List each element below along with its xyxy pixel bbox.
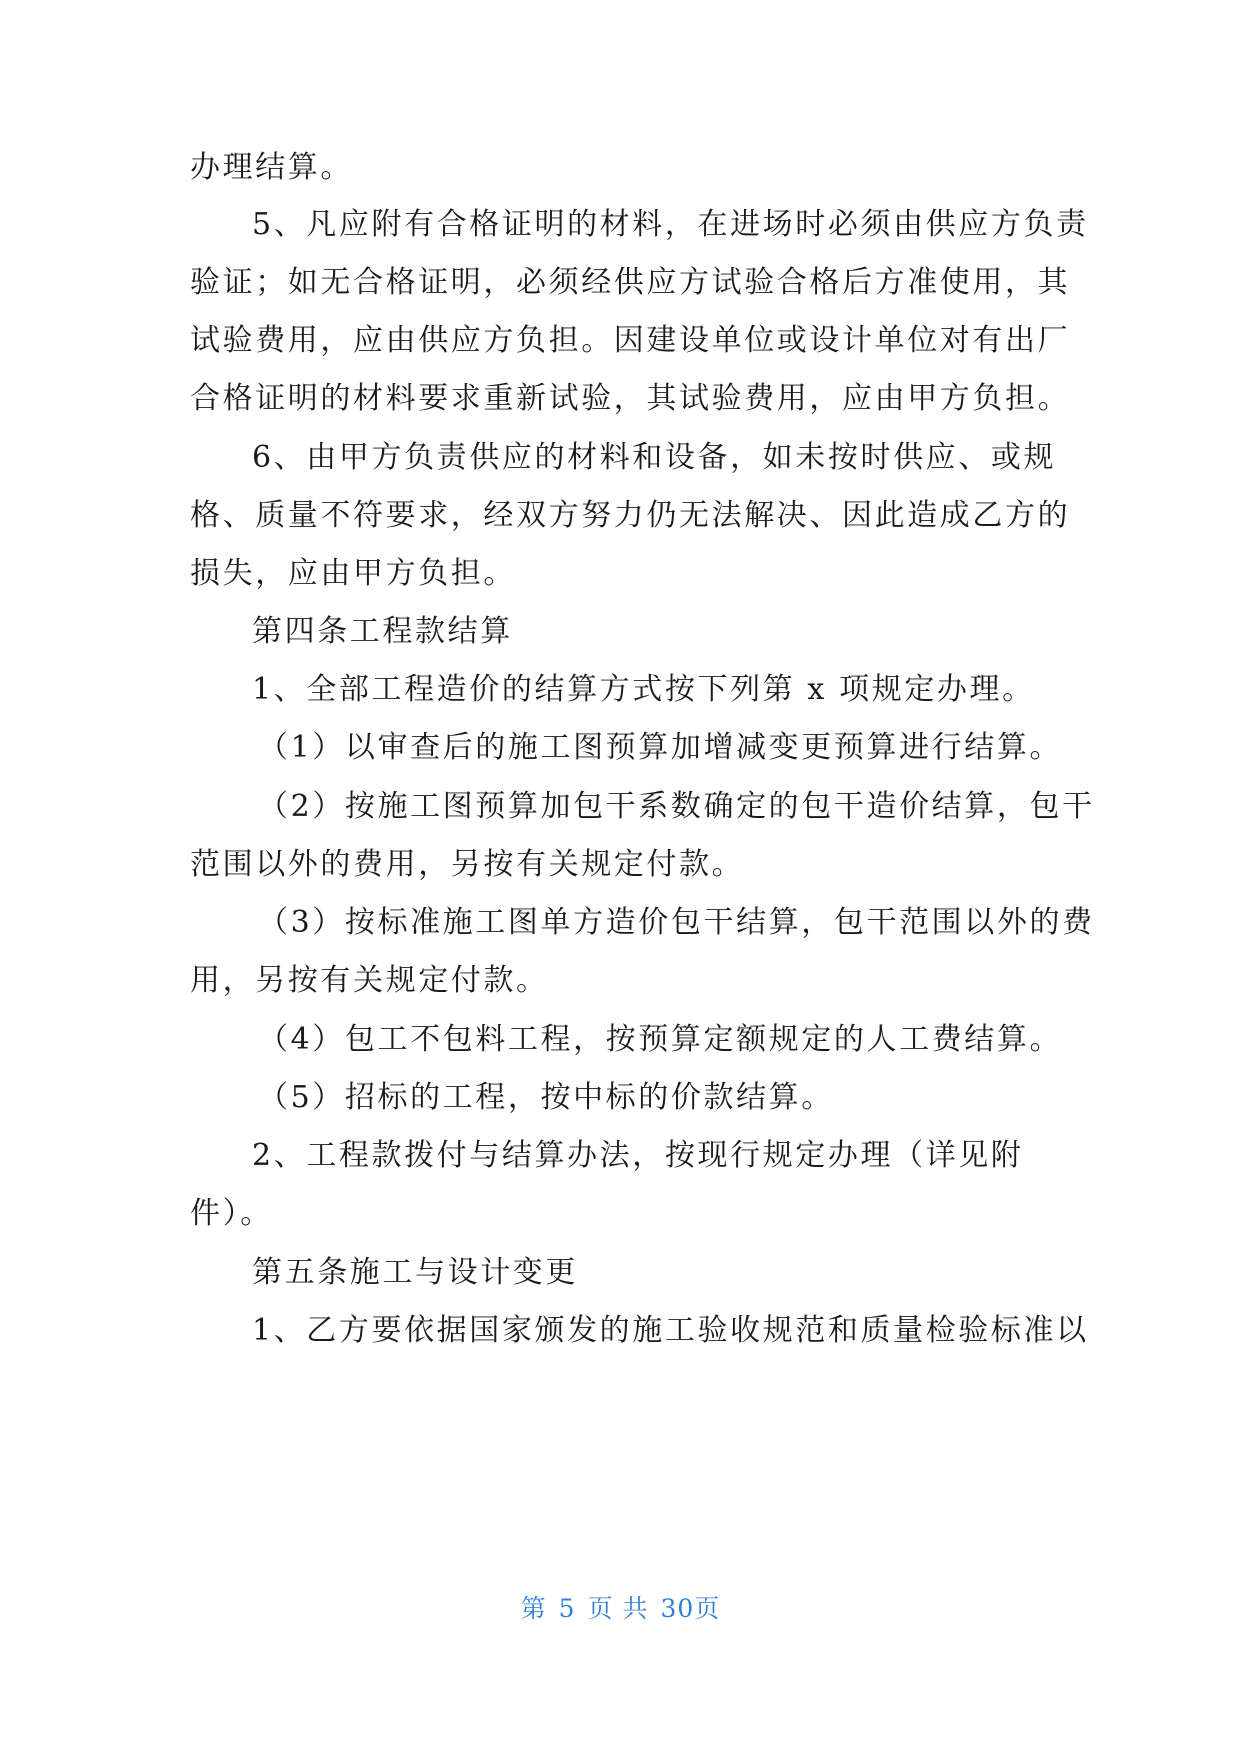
- text-line: 件）。: [190, 1196, 273, 1231]
- text-line: 6、由甲方负责供应的材料和设备，如未按时供应、或规: [252, 440, 1057, 475]
- text-line: 2、工程款拨付与结算办法，按现行规定办理（详见附: [252, 1138, 1024, 1173]
- text-line: 范围以外的费用，另按有关规定付款。: [190, 847, 745, 882]
- text-line: 1、全部工程造价的结算方式按下列第 x 项规定办理。: [252, 672, 1035, 707]
- text-line: 验证；如无合格证明，必须经供应方试验合格后方准使用，其: [190, 265, 1071, 300]
- text-line: 格、质量不符要求，经双方努力仍无法解决、因此造成乙方的: [190, 498, 1071, 533]
- text-line: （1）以审查后的施工图预算加增减变更预算进行结算。: [258, 730, 1063, 765]
- text-line: （5）招标的工程，按中标的价款结算。: [258, 1080, 834, 1115]
- footer-page-number: 5: [558, 1594, 576, 1623]
- text-line: 1、乙方要依据国家颁发的施工验收规范和质量检验标准以: [252, 1313, 1089, 1348]
- page-footer: [0, 1592, 1241, 1626]
- section-heading: 第四条工程款结算: [252, 614, 513, 649]
- text-line: 损失，应由甲方负担。: [190, 556, 516, 591]
- footer-total: 30页: [660, 1594, 721, 1623]
- text-line: （2）按施工图预算加包干系数确定的包干造价结算，包干: [258, 789, 1095, 824]
- text-line: 办理结算。: [190, 150, 353, 185]
- text-line: 合格证明的材料要求重新试验，其试验费用，应由甲方负担。: [190, 381, 1071, 416]
- text-line: 5、凡应附有合格证明的材料，在进场时必须由供应方负责: [252, 207, 1089, 242]
- text-line: 试验费用，应由供应方负担。因建设单位或设计单位对有出厂: [190, 323, 1071, 358]
- footer-middle: 页 共: [587, 1594, 649, 1623]
- footer-prefix: 第: [520, 1594, 547, 1623]
- text-line: （4）包工不包料工程，按预算定额规定的人工费结算。: [258, 1022, 1063, 1057]
- text-line: 用，另按有关规定付款。: [190, 963, 549, 998]
- section-heading: 第五条施工与设计变更: [252, 1255, 578, 1290]
- text-line: （3）按标准施工图单方造价包干结算，包干范围以外的费: [258, 905, 1095, 940]
